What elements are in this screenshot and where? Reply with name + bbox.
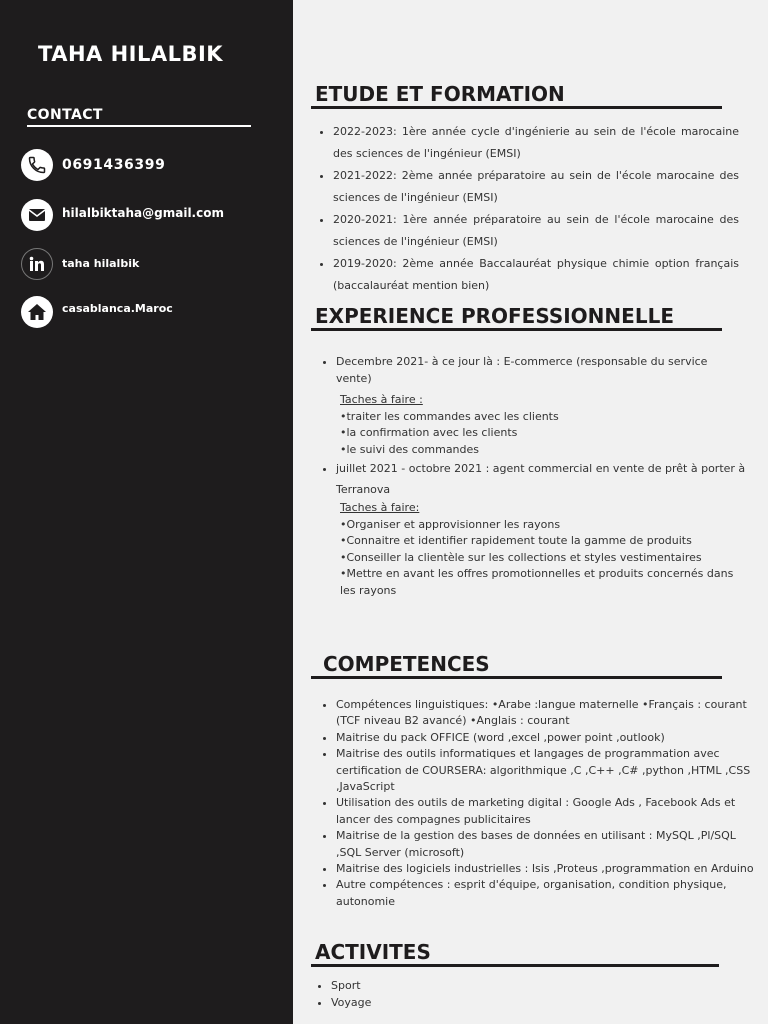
- location: casablanca.Maroc: [62, 302, 173, 315]
- mail-icon: [21, 199, 53, 231]
- task-item: •la confirmation avec les clients: [340, 426, 518, 439]
- activities-divider: [311, 964, 719, 967]
- contact-title: CONTACT: [27, 107, 103, 123]
- list-item: • Sport: [331, 977, 371, 994]
- list-item: • Maitrise du pack OFFICE (word ,excel ,power point ,outlook): [336, 730, 756, 746]
- list-item: • 2020-2021: 1ère année préparatoire au sein de l'école marocaine des sciences de l'ingénieur (EMSI): [333, 209, 739, 253]
- home-icon: [21, 296, 53, 328]
- task-item: •Mettre en avant les offres promotionnelles et produits concernés dans les rayons: [340, 567, 734, 597]
- phone-icon: [21, 149, 53, 181]
- list-item: • Utilisation des outils de marketing digital : Google Ads , Facebook Ads et lancer des compagnes publicitaires: [336, 795, 756, 828]
- list-item: • Autre compétences : esprit d'équipe, organisation, condition physique, autonomie: [336, 877, 756, 910]
- experience-divider: [311, 328, 722, 331]
- list-item: • Compétences linguistiques: •Arabe :langue maternelle •Français : courant (TCF niveau B2 avancé) •Anglais : courant: [336, 697, 756, 730]
- list-item: • 2021-2022: 2ème année préparatoire au sein de l'école marocaine des sciences de l'ingénieur (EMSI): [333, 165, 739, 209]
- task-item: •Connaitre et identifier rapidement toute la gamme de produits: [340, 534, 692, 547]
- list-item: • Maitrise des outils informatiques et langages de programmation avec certification de COURSERA: algorithmique ,C ,C++ ,C# ,python ,HTML ,CSS ,JavaScript: [336, 746, 756, 795]
- job-header: • juillet 2021 - octobre 2021 : agent commercial en vente de prêt à porter à Terranova: [336, 462, 746, 496]
- task-item: •Conseiller la clientèle sur les collections et styles vestimentaires: [340, 550, 702, 564]
- competences-divider: [311, 676, 722, 679]
- task-item: •Organiser et approvisionner les rayons: [340, 517, 561, 531]
- competences-list: [318, 697, 756, 910]
- task-list: [336, 500, 746, 599]
- contact-divider: [27, 125, 251, 127]
- list-item: • 2022-2023: 1ère année cycle d'ingénierie au sein de l'école marocaine des sciences de l'ingénieur (EMSI): [333, 121, 739, 165]
- list-item: • Maitrise de la gestion des bases de données en utilisant : MySQL ,Pl/SQL ,SQL Server (microsoft): [336, 828, 756, 861]
- job-header: • Decembre 2021- à ce jour là : E-commerce (responsable du service vente): [336, 355, 708, 385]
- education-divider: [311, 106, 722, 109]
- task-item: •le suivi des commandes: [340, 442, 480, 456]
- competences-title: COMPETENCES: [323, 652, 490, 676]
- task-list: [336, 392, 746, 458]
- linkedin-name[interactable]: taha hilalbik: [62, 257, 140, 270]
- tasks-title: Taches à faire :: [340, 393, 423, 406]
- activities-title: ACTIVITES: [315, 940, 431, 964]
- candidate-name: TAHA HILALBIK: [38, 42, 224, 66]
- main-content: [293, 0, 768, 1024]
- activities-list: [313, 977, 371, 1011]
- task-item: •traiter les commandes avec les clients: [340, 409, 559, 423]
- experience-title: EXPERIENCE PROFESSIONNELLE: [315, 304, 674, 328]
- list-item: [336, 458, 746, 599]
- sidebar: [0, 0, 293, 1024]
- list-item: • Maitrise des logiciels industrielles : Isis ,Proteus ,programmation en Arduino: [336, 861, 756, 877]
- phone-number[interactable]: 0691436399: [62, 157, 166, 173]
- list-item: • Voyage: [331, 994, 371, 1011]
- email-address[interactable]: hilalbiktaha@gmail.com: [62, 206, 224, 220]
- experience-list: [318, 353, 746, 599]
- list-item: [336, 353, 746, 458]
- list-item: • 2019-2020: 2ème année Baccalauréat physique chimie option français (baccalauréat mention bien): [333, 253, 739, 297]
- tasks-title: Taches à faire:: [340, 501, 420, 514]
- education-list: [315, 121, 739, 297]
- education-title: ETUDE ET FORMATION: [315, 82, 565, 106]
- linkedin-icon: [21, 248, 53, 280]
